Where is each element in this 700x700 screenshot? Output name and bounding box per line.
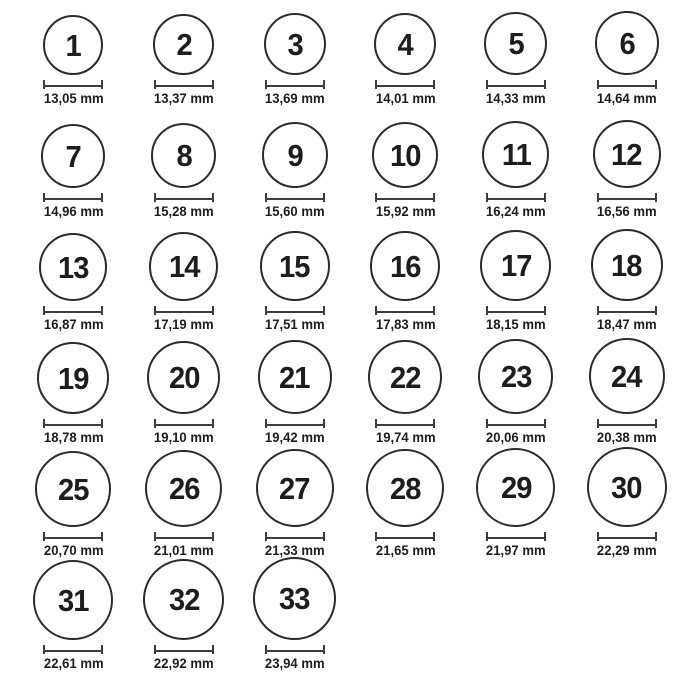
ring-size-number: 12 [611,136,642,172]
measure-horizontal-line [265,537,325,539]
diameter-label: 20,70 mm [43,543,104,558]
diameter-measure-line [597,532,657,541]
ring-circle [484,12,547,75]
measure-tick-right [323,193,325,202]
ring-size-number: 5 [508,26,524,61]
ring-circle [368,340,442,414]
measure-horizontal-line [597,537,657,539]
diameter-label: 20,38 mm [596,430,657,445]
ring-size-item [461,452,572,565]
diameter-label: 14,01 mm [375,91,436,106]
measure-tick-left [154,193,156,202]
ring-circle [589,338,665,414]
measure-horizontal-line [375,537,435,539]
ring-circle [593,120,661,188]
measure-tick-right [655,419,657,428]
diameter-label: 18,47 mm [596,317,657,332]
diameter-label: 16,56 mm [596,204,657,219]
measure-horizontal-line [43,85,103,87]
ring-size-number: 19 [58,360,89,396]
ring-size-item [18,0,129,113]
ring-size-item [239,113,350,226]
measure-tick-right [212,419,214,428]
measure-tick-left [265,193,267,202]
diameter-label: 16,87 mm [43,317,104,332]
measure-tick-left [154,306,156,315]
ring-size-number: 17 [500,248,532,283]
measure-tick-left [265,532,267,541]
measure-tick-right [323,306,325,315]
diameter-label: 13,37 mm [154,91,214,106]
ring-circle [39,233,107,301]
diameter-label: 18,15 mm [486,317,546,332]
ring-size-item [350,226,461,339]
ring-size-number: 23 [500,359,532,394]
measure-tick-left [597,306,599,315]
ring-circle [145,450,222,527]
ring-size-number: 9 [287,137,303,173]
diameter-label: 15,28 mm [154,204,214,219]
measure-tick-left [486,80,488,89]
ring-size-item [239,565,350,678]
diameter-measure-line [154,306,214,315]
ring-circle [35,451,111,527]
ring-size-item [461,113,572,226]
ring-size-item [350,113,461,226]
ring-size-item [239,339,350,452]
measure-tick-left [154,645,156,654]
ring-circle [253,557,336,640]
diameter-label: 16,24 mm [486,204,546,219]
diameter-label: 22,29 mm [596,543,657,558]
measure-tick-left [486,419,488,428]
ring-size-number: 2 [176,27,192,62]
measure-tick-left [154,419,156,428]
diameter-label: 22,92 mm [154,656,214,671]
ring-circle [476,448,555,527]
ring-circle [591,229,663,301]
ring-circle [480,230,551,301]
diameter-measure-line [375,193,435,202]
measure-tick-right [544,532,546,541]
ring-circle [260,231,330,301]
ring-circle [258,340,332,414]
measure-horizontal-line [375,198,435,200]
ring-size-number: 13 [58,249,89,285]
measure-horizontal-line [265,424,325,426]
ring-size-number: 18 [611,247,642,283]
diameter-measure-line [375,419,435,428]
measure-tick-right [544,419,546,428]
measure-horizontal-line [265,650,325,652]
measure-tick-right [212,645,214,654]
measure-tick-right [433,306,435,315]
measure-tick-right [433,193,435,202]
ring-size-number: 15 [279,248,310,284]
diameter-label: 14,64 mm [596,91,657,106]
diameter-label: 19,42 mm [264,430,325,445]
ring-size-item [129,0,240,113]
ring-size-number: 4 [397,26,413,62]
measure-tick-left [486,193,488,202]
diameter-label: 20,06 mm [486,430,546,445]
measure-tick-right [101,645,103,654]
diameter-measure-line [154,193,214,202]
measure-tick-right [655,80,657,89]
ring-circle [595,11,659,75]
measure-tick-left [265,306,267,315]
ring-size-number: 29 [500,470,532,505]
ring-circle [33,560,113,640]
diameter-measure-line [43,419,103,428]
measure-tick-left [597,80,599,89]
measure-tick-right [101,193,103,202]
diameter-measure-line [486,193,546,202]
ring-size-item [18,565,129,678]
measure-tick-left [43,645,45,654]
measure-tick-left [154,532,156,541]
measure-horizontal-line [43,424,103,426]
ring-size-number: 31 [58,582,89,618]
diameter-label: 18,78 mm [43,430,104,445]
diameter-measure-line [43,193,103,202]
measure-tick-left [375,419,377,428]
diameter-measure-line [265,306,325,315]
measure-horizontal-line [154,424,214,426]
measure-tick-right [433,532,435,541]
ring-circle [149,232,218,301]
diameter-label: 17,19 mm [154,317,214,332]
diameter-measure-line [486,80,546,89]
measure-horizontal-line [486,424,546,426]
diameter-measure-line [265,419,325,428]
ring-size-item [571,452,682,565]
ring-size-number: 8 [176,138,192,173]
ring-size-number: 30 [611,469,642,505]
ring-circle [587,447,667,527]
measure-horizontal-line [597,198,657,200]
diameter-measure-line [597,80,657,89]
ring-size-item [239,0,350,113]
measure-horizontal-line [375,424,435,426]
measure-horizontal-line [597,424,657,426]
measure-horizontal-line [265,85,325,87]
diameter-measure-line [265,645,325,654]
diameter-label: 21,01 mm [154,543,214,558]
ring-size-item [571,0,682,113]
measure-horizontal-line [43,537,103,539]
measure-tick-left [43,419,45,428]
ring-size-item [571,339,682,452]
ring-size-item [18,113,129,226]
ring-size-number: 10 [390,137,421,173]
measure-tick-right [544,80,546,89]
measure-tick-right [655,193,657,202]
measure-tick-left [154,80,156,89]
ring-circle [262,122,328,188]
ring-circle [147,341,220,414]
measure-horizontal-line [154,311,214,313]
ring-size-number: 16 [390,248,421,284]
diameter-measure-line [486,306,546,315]
measure-tick-right [433,80,435,89]
ring-size-item [18,339,129,452]
measure-tick-left [265,419,267,428]
diameter-label: 15,92 mm [375,204,436,219]
diameter-label: 21,33 mm [264,543,325,558]
ring-size-number: 3 [287,26,303,62]
measure-horizontal-line [486,85,546,87]
ring-size-item [18,452,129,565]
ring-size-number: 22 [390,359,421,395]
measure-tick-left [486,306,488,315]
measure-horizontal-line [43,311,103,313]
diameter-label: 19,10 mm [154,430,214,445]
diameter-label: 14,96 mm [43,204,104,219]
measure-tick-right [544,193,546,202]
diameter-measure-line [154,419,214,428]
ring-size-item [350,339,461,452]
measure-tick-left [597,532,599,541]
diameter-measure-line [486,532,546,541]
ring-size-item [129,565,240,678]
ring-size-number: 14 [168,249,200,284]
measure-tick-left [265,80,267,89]
ring-size-number: 11 [501,137,531,172]
measure-tick-left [486,532,488,541]
ring-size-number: 20 [168,360,200,395]
diameter-measure-line [154,532,214,541]
measure-tick-left [375,306,377,315]
diameter-measure-line [486,419,546,428]
measure-horizontal-line [597,85,657,87]
diameter-measure-line [265,532,325,541]
measure-tick-left [265,645,267,654]
diameter-measure-line [265,193,325,202]
diameter-measure-line [597,419,657,428]
ring-size-number: 6 [619,25,635,61]
ring-size-item [18,226,129,339]
diameter-measure-line [597,193,657,202]
ring-size-number: 24 [611,358,642,394]
measure-horizontal-line [375,311,435,313]
diameter-measure-line [597,306,657,315]
diameter-label: 15,60 mm [264,204,325,219]
measure-horizontal-line [154,85,214,87]
ring-size-number: 21 [279,359,310,395]
measure-tick-left [43,80,45,89]
diameter-label: 13,05 mm [43,91,104,106]
measure-tick-left [375,80,377,89]
measure-tick-right [212,532,214,541]
measure-horizontal-line [597,311,657,313]
diameter-measure-line [43,80,103,89]
ring-circle [143,559,224,640]
ring-size-item [350,452,461,565]
diameter-measure-line [375,306,435,315]
measure-tick-left [43,306,45,315]
ring-size-number: 33 [279,581,310,616]
measure-tick-right [433,419,435,428]
measure-tick-left [375,532,377,541]
ring-size-item [129,226,240,339]
diameter-measure-line [43,306,103,315]
measure-tick-left [43,193,45,202]
ring-size-number: 28 [390,470,421,506]
ring-circle [151,123,216,188]
diameter-measure-line [375,80,435,89]
ring-circle [41,124,105,188]
measure-horizontal-line [486,537,546,539]
ring-size-number: 7 [65,138,81,174]
ring-circle [153,14,214,75]
diameter-measure-line [154,645,214,654]
diameter-measure-line [43,532,103,541]
ring-circle [366,449,444,527]
ring-size-number: 1 [65,27,81,63]
ring-size-item [129,339,240,452]
ring-circle [37,342,109,414]
ring-circle [478,339,553,414]
measure-horizontal-line [265,198,325,200]
measure-horizontal-line [486,311,546,313]
measure-tick-right [101,306,103,315]
ring-size-item [461,226,572,339]
ring-circle [374,13,436,75]
ring-size-number: 32 [168,582,200,617]
measure-horizontal-line [43,198,103,200]
measure-tick-right [101,419,103,428]
ring-circle [264,13,326,75]
measure-tick-right [101,532,103,541]
measure-tick-left [597,419,599,428]
diameter-measure-line [265,80,325,89]
ring-circle [43,15,103,75]
measure-horizontal-line [486,198,546,200]
measure-horizontal-line [265,311,325,313]
measure-tick-left [597,193,599,202]
diameter-label: 22,61 mm [43,656,104,671]
measure-tick-right [323,80,325,89]
measure-tick-right [323,645,325,654]
measure-tick-right [323,532,325,541]
ring-size-number: 26 [168,471,200,506]
diameter-label: 21,97 mm [486,543,546,558]
measure-tick-right [655,306,657,315]
diameter-label: 17,51 mm [264,317,325,332]
ring-circle [482,121,549,188]
diameter-label: 13,69 mm [264,91,325,106]
measure-tick-right [212,306,214,315]
measure-tick-right [655,532,657,541]
ring-circle [372,122,438,188]
ring-size-item [129,452,240,565]
measure-tick-right [544,306,546,315]
measure-horizontal-line [43,650,103,652]
measure-tick-right [212,80,214,89]
ring-size-number: 25 [58,471,89,507]
measure-tick-right [323,419,325,428]
diameter-measure-line [375,532,435,541]
diameter-label: 14,33 mm [486,91,546,106]
ring-size-item [571,226,682,339]
ring-size-item [571,113,682,226]
measure-tick-right [212,193,214,202]
measure-tick-right [101,80,103,89]
ring-circle [370,231,440,301]
ring-size-item [239,452,350,565]
ring-size-item [461,339,572,452]
ring-size-item [239,226,350,339]
measure-tick-left [375,193,377,202]
ring-size-item [129,113,240,226]
ring-circle [256,449,334,527]
ring-size-item [350,0,461,113]
ring-size-number: 27 [279,470,310,506]
ring-size-item [461,0,572,113]
measure-tick-left [43,532,45,541]
diameter-measure-line [43,645,103,654]
diameter-label: 17,83 mm [375,317,436,332]
diameter-label: 23,94 mm [264,656,325,671]
diameter-measure-line [154,80,214,89]
diameter-label: 21,65 mm [375,543,436,558]
measure-horizontal-line [154,537,214,539]
measure-horizontal-line [154,198,214,200]
diameter-label: 19,74 mm [375,430,436,445]
measure-horizontal-line [375,85,435,87]
measure-horizontal-line [154,650,214,652]
